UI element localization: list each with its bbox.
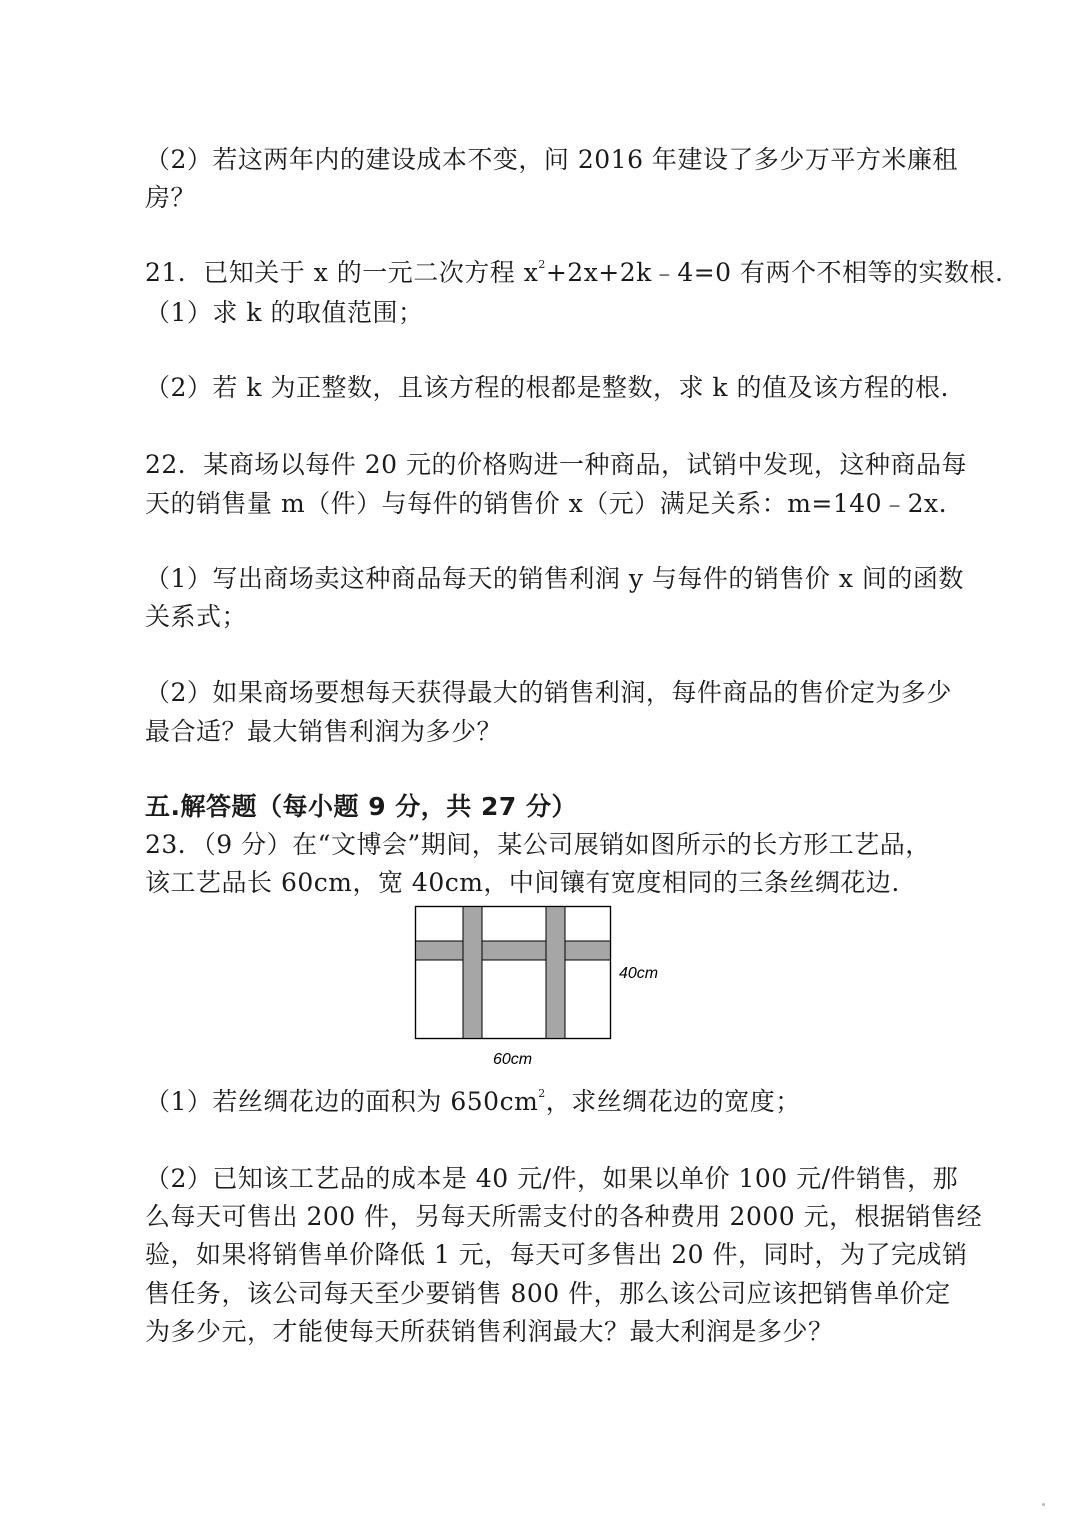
q21-stem-text: 21．已知关于 x 的一元二次方程 x (145, 258, 539, 287)
q21-part1: （1）求 k 的取值范围； (145, 298, 424, 327)
q22-part1-line2: 关系式； (145, 602, 248, 631)
q23-part1-exponent: 2 (538, 1087, 546, 1100)
scan-speck (1042, 1503, 1045, 1506)
q20-part2-line2: 房？ (145, 183, 197, 212)
figure-band-vertical-right (546, 907, 565, 1039)
q23-part2-line5: 为多少元，才能使每天所获销售利润最大？最大利润是多少？ (145, 1317, 834, 1346)
figure-width-label: 60cm (493, 1051, 533, 1068)
q23-figure (405, 896, 685, 1076)
q23-figure-svg (405, 896, 685, 1076)
q21-part2: （2）若 k 为正整数，且该方程的根都是整数，求 k 的值及该方程的根. (145, 373, 949, 402)
q22-part2-line2: 最合适？最大销售利润为多少？ (145, 717, 503, 746)
q22-part2-line1: （2）如果商场要想每天获得最大的销售利润，每件商品的售价定为多少 (145, 678, 952, 707)
q23-part2-line3: 验，如果将销售单价降低 1 元，每天可多售出 20 件，同时，为了完成销 (145, 1240, 968, 1269)
q23-stem-line1: 23．（9 分）在“文博会”期间，某公司展销如图所示的长方形工艺品， (145, 830, 931, 859)
q23-part2-line2: 么每天可售出 200 件，另每天所需支付的各种费用 2000 元，根据销售经 (145, 1202, 983, 1231)
q22-stem-line1: 22．某商场以每件 20 元的价格购进一种商品，试销中发现，这种商品每 (145, 450, 968, 479)
q21-exponent: 2 (538, 258, 546, 271)
q23-part1-text-end: ，求丝绸花边的宽度； (545, 1087, 801, 1116)
figure-band-horizontal (416, 941, 611, 960)
figure-height-label: 40cm (619, 965, 659, 982)
q22-stem-line2: 天的销售量 m（件）与每件的销售价 x（元）满足关系：m=140﹣2x. (145, 489, 948, 518)
q22-part1-line1: （1）写出商场卖这种商品每天的销售利润 y 与每件的销售价 x 间的函数 (145, 564, 964, 593)
figure-frame (416, 907, 611, 1039)
q23-part2-line4: 售任务，该公司每天至少要销售 800 件，那么该公司应该把销售单价定 (145, 1279, 951, 1308)
figure-band-vertical-left (463, 907, 482, 1039)
q21-stem (145, 256, 1003, 295)
q20-part2-line1: （2）若这两年内的建设成本不变，问 2016 年建设了多少万平方米廉租 (145, 145, 958, 174)
q23-part1-text: （1）若丝绸花边的面积为 650cm (145, 1087, 539, 1116)
q23-part1 (145, 1085, 801, 1124)
q21-stem-text-end: +2x+2k﹣4=0 有两个不相等的实数根. (545, 258, 1004, 287)
q23-stem-line2: 该工艺品长 60cm，宽 40cm，中间镶有宽度相同的三条丝绸花边. (145, 868, 900, 897)
section5-heading: 五.解答题（每小题 9 分，共 27 分） (145, 792, 577, 821)
q23-part2-line1: （2）已知该工艺品的成本是 40 元/件，如果以单价 100 元/件销售，那 (145, 1164, 959, 1193)
